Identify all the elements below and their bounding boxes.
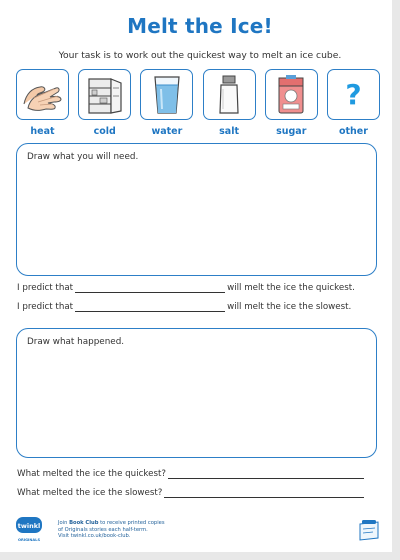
question-slowest-text: What melted the ice the slowest? [17,488,163,498]
icon-card-cold [78,69,131,141]
icon-label-cold: cold [93,126,116,137]
ingredient-icons-row [16,69,380,141]
question-quickest-blank[interactable] [168,469,364,479]
prediction-quickest-row [17,283,355,293]
prediction-slowest-row [17,302,351,312]
water-glass-icon [140,69,193,120]
draw-need-box[interactable] [16,143,377,276]
question-quickest-row [17,469,366,479]
prediction-quickest-suffix: will melt the ice the quickest. [227,283,355,293]
hands-icon [16,69,69,120]
icon-label-water: water [151,126,183,137]
prediction-quickest-prefix: I predict that [17,283,74,293]
sugar-bag-icon [265,69,318,120]
task-subtitle: Your task is to work out the quickest way to melt an ice cube. [58,50,342,61]
book-club-text: Join Book Club to receive printed copies of Originals stories each half-term. Visit twinkl.co.uk/book-club. [58,520,165,539]
icon-card-sugar [265,69,318,141]
icon-label-sugar: sugar [276,126,307,137]
fridge-icon [78,69,131,120]
question-slowest-row [17,488,366,498]
logo-wordmark: twinkl [17,522,41,530]
icon-label-salt: salt [219,126,239,137]
question-mark-icon: ? [327,69,380,120]
twinkl-originals-logo [16,516,46,544]
icon-card-salt [203,69,256,141]
prediction-slowest-prefix: I predict that [17,302,74,312]
icon-label-other: other [338,126,368,137]
question-quickest-text: What melted the ice the quickest? [17,469,166,479]
draw-happened-prompt: Draw what happened. [27,337,125,347]
icon-card-other [327,69,380,141]
draw-need-prompt: Draw what you will need. [27,152,139,162]
page-title: Melt the Ice! [127,14,273,38]
icon-card-heat [16,69,69,141]
icon-label-heat: heat [30,126,55,137]
page-footer [16,516,380,546]
question-slowest-blank[interactable] [164,488,364,498]
prediction-slowest-blank[interactable] [75,302,225,312]
icon-card-water [140,69,193,141]
book-club-link[interactable]: Visit twinkl.co.uk/book-club. [58,533,131,539]
draw-happened-box[interactable] [16,328,377,458]
prediction-slowest-suffix: will melt the ice the slowest. [227,302,352,312]
book-club-badge-icon [358,518,380,542]
salt-shaker-icon [203,69,256,120]
logo-subtitle: ORIGINALS [17,538,41,542]
prediction-quickest-blank[interactable] [75,283,225,293]
